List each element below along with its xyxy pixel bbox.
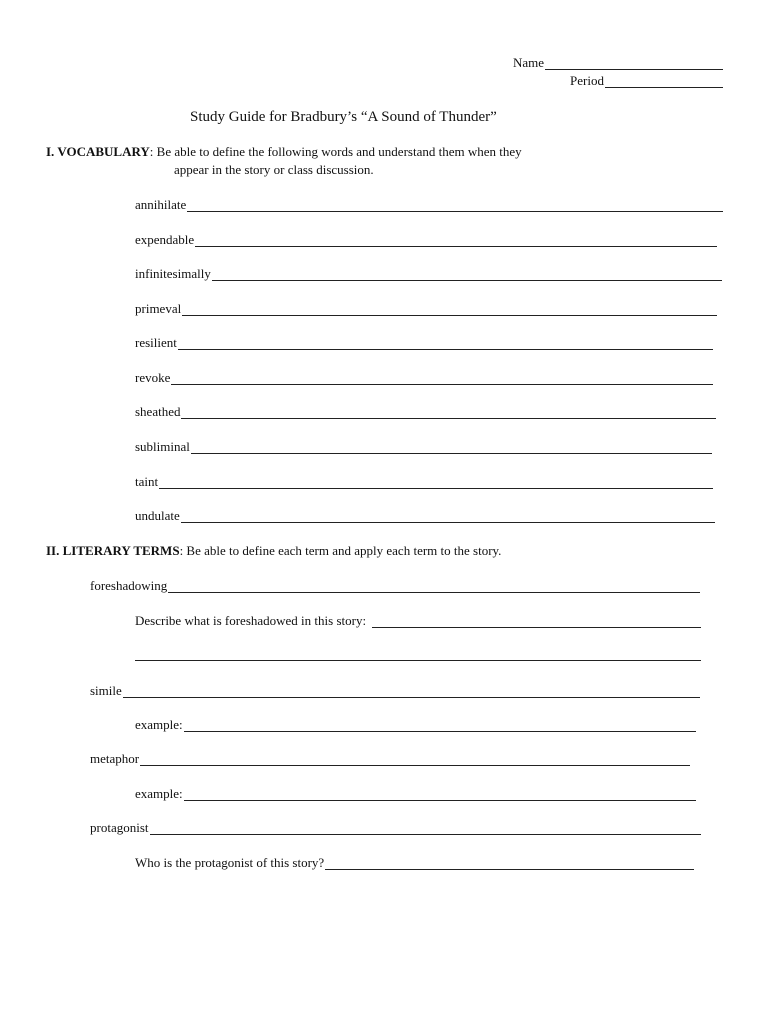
vocabulary-instruction-line1: : Be able to define the following words and understand them when they [149,144,522,159]
vocab-word: resilient [135,335,177,350]
period-blank[interactable] [605,75,723,88]
vocab-item-resilient[interactable] [135,334,713,350]
term-protagonist[interactable] [90,819,701,835]
answer-blank[interactable] [181,406,716,419]
term-label: protagonist [90,820,149,835]
name-label: Name [513,55,545,70]
vocab-item-revoke[interactable] [135,369,713,385]
literary-terms-instruction [46,543,501,558]
answer-blank[interactable] [191,441,712,454]
term-metaphor[interactable] [90,750,690,766]
answer-blank[interactable] [212,268,722,281]
answer-blank[interactable] [150,822,702,835]
vocabulary-instruction [46,144,522,159]
answer-blank[interactable] [184,788,696,801]
example-label: example: [135,717,183,732]
answer-blank[interactable] [184,719,696,732]
term-foreshadowing[interactable] [90,577,700,593]
vocab-word: subliminal [135,439,190,454]
metaphor-example[interactable] [135,785,696,801]
answer-blank[interactable] [372,615,701,628]
literary-terms-instruction-text: : Be able to define each term and apply each term to the story. [179,543,502,558]
protagonist-question[interactable] [135,854,694,870]
vocab-word: expendable [135,232,195,247]
vocab-word: primeval [135,301,182,316]
question-label: Who is the protagonist of this story? [135,855,325,870]
answer-blank[interactable] [140,753,690,766]
vocab-item-taint[interactable] [135,473,713,489]
answer-blank[interactable] [171,372,713,385]
foreshadowing-answer-line[interactable] [135,660,701,661]
vocab-item-sheathed[interactable] [135,403,716,419]
literary-terms-heading: II. LITERARY TERMS [46,543,180,558]
name-field[interactable] [513,54,723,70]
period-label: Period [570,73,604,88]
example-label: example: [135,786,183,801]
vocab-item-infinitesimally[interactable] [135,265,722,281]
page-title: Study Guide for Bradbury’s “A Sound of Thunder” [190,109,497,125]
vocabulary-heading: I. VOCABULARY [46,144,150,159]
vocab-word: annihilate [135,197,187,212]
period-field[interactable] [570,72,723,88]
vocab-word: undulate [135,508,180,523]
question-label: Describe what is foreshadowed in this story: [135,613,367,628]
term-simile[interactable] [90,682,700,698]
vocabulary-instruction-line2: appear in the story or class discussion. [174,162,374,177]
answer-blank[interactable] [325,857,694,870]
simile-example[interactable] [135,716,696,732]
answer-blank[interactable] [159,476,713,489]
answer-blank[interactable] [178,337,713,350]
answer-blank[interactable] [195,234,717,247]
vocab-item-subliminal[interactable] [135,438,712,454]
vocab-word: taint [135,474,159,489]
vocab-item-expendable[interactable] [135,231,717,247]
vocab-item-primeval[interactable] [135,300,717,316]
foreshadowing-question[interactable] [135,612,701,628]
answer-blank[interactable] [187,199,723,212]
vocab-item-annihilate[interactable] [135,196,723,212]
vocab-word: infinitesimally [135,266,211,281]
answer-blank[interactable] [182,303,717,316]
term-label: simile [90,683,122,698]
term-label: foreshadowing [90,578,168,593]
vocab-word: sheathed [135,404,181,419]
vocab-item-undulate[interactable] [135,507,715,523]
answer-blank[interactable] [168,580,700,593]
answer-blank[interactable] [123,685,700,698]
vocab-word: revoke [135,370,171,385]
term-label: metaphor [90,751,140,766]
name-blank[interactable] [545,57,723,70]
answer-blank[interactable] [181,510,715,523]
